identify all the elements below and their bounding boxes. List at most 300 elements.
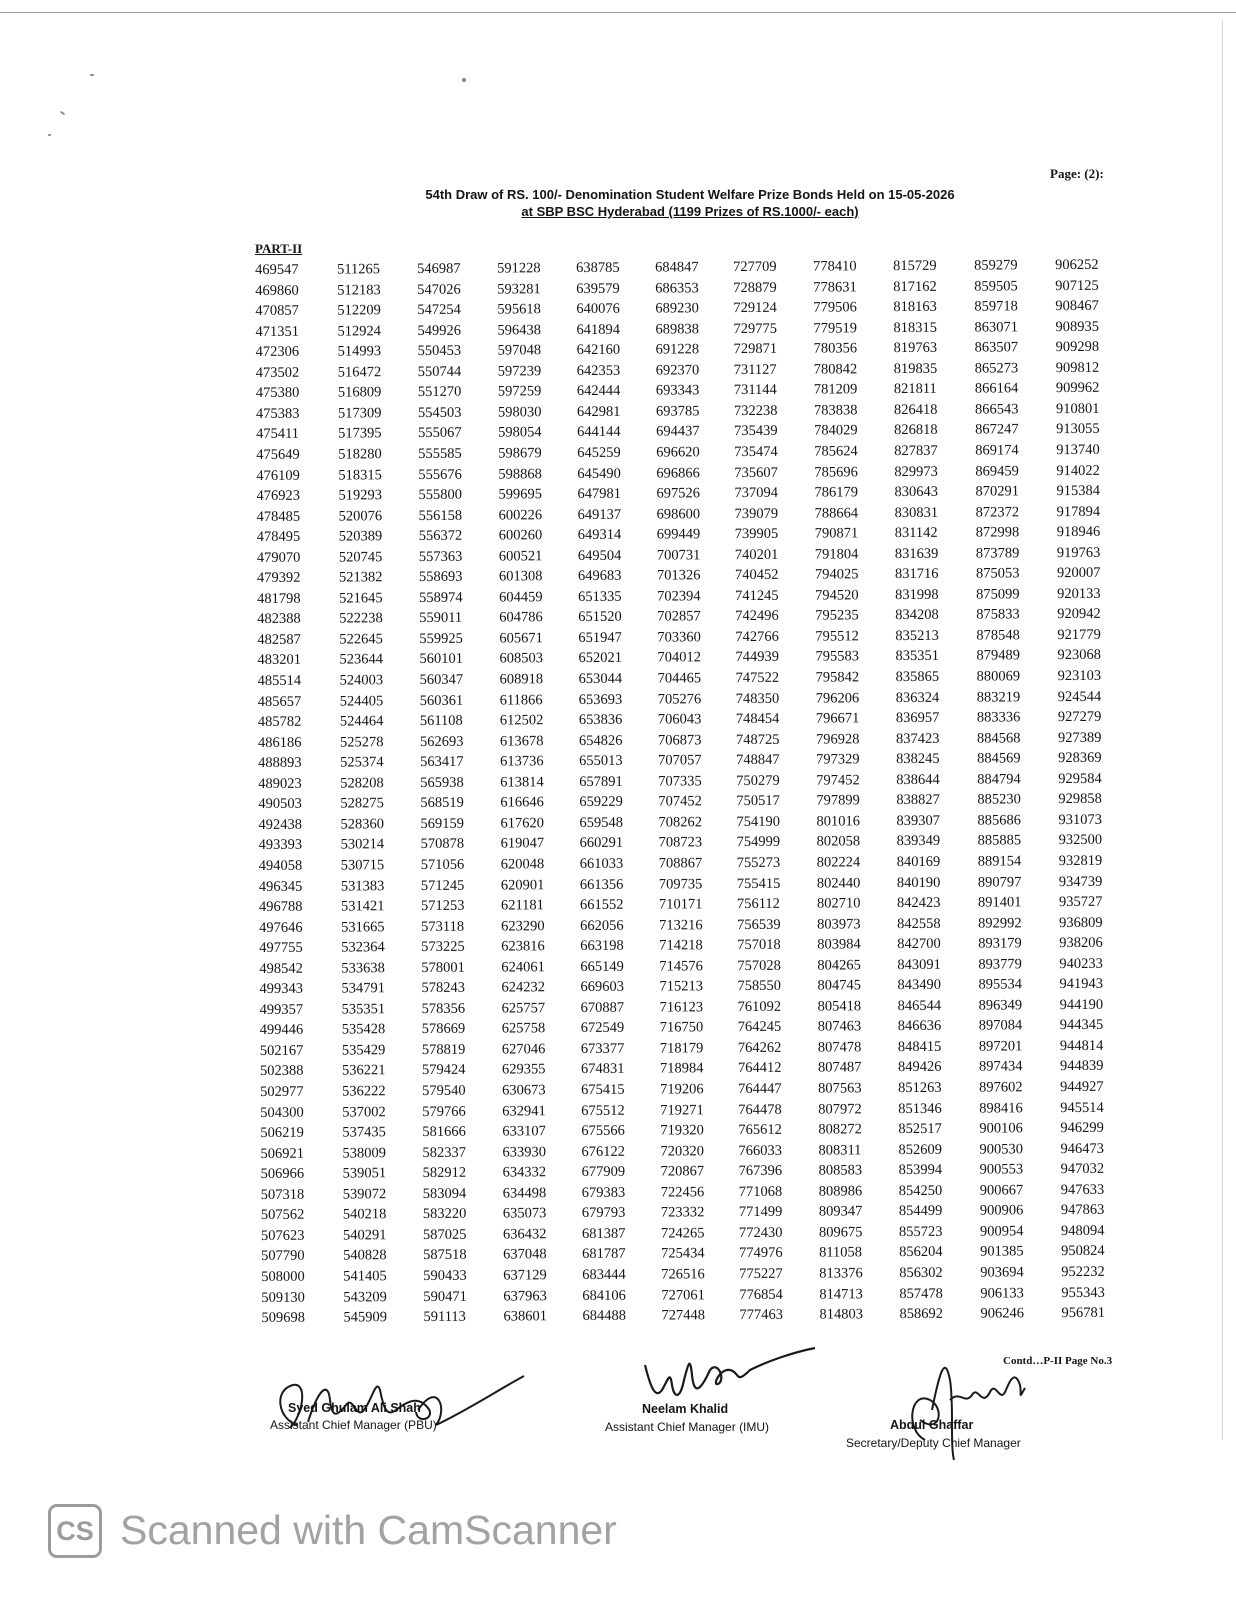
bond-number: 778410 bbox=[813, 258, 857, 275]
bond-number: 728879 bbox=[733, 279, 777, 296]
bond-number: 642353 bbox=[576, 362, 621, 379]
bond-number: 623816 bbox=[501, 938, 545, 955]
bond-number: 849426 bbox=[897, 1059, 942, 1076]
bond-number: 909298 bbox=[1055, 339, 1100, 356]
page-number: Page: (2): bbox=[1050, 166, 1104, 181]
bond-number: 517395 bbox=[338, 425, 382, 442]
bond-number: 578819 bbox=[421, 1041, 466, 1058]
bond-number: 579766 bbox=[422, 1103, 466, 1120]
bond-number: 807487 bbox=[817, 1059, 862, 1077]
bond-number: 867247 bbox=[975, 421, 1019, 438]
bond-number: 591228 bbox=[497, 260, 541, 277]
bond-number: 556372 bbox=[418, 527, 463, 545]
bond-number: 835213 bbox=[895, 627, 939, 644]
bond-number: 804265 bbox=[817, 957, 861, 974]
bond-number: 893179 bbox=[978, 935, 1022, 952]
bond-number: 540218 bbox=[342, 1206, 387, 1223]
signatory-1-role: Assistant Chief Manager (PBU) bbox=[270, 1418, 437, 1432]
bond-number: 748350 bbox=[735, 690, 780, 707]
bond-number: 478495 bbox=[256, 528, 301, 546]
bond-number: 665149 bbox=[580, 958, 624, 975]
bond-number: 698600 bbox=[656, 505, 701, 523]
bond-number: 638601 bbox=[503, 1308, 548, 1325]
bond-number: 535429 bbox=[341, 1042, 386, 1059]
bond-number: 636432 bbox=[502, 1226, 547, 1243]
bond-number: 818163 bbox=[893, 298, 937, 316]
signatory-3-name: Abdul Ghaffar bbox=[890, 1418, 974, 1432]
bond-number: 571253 bbox=[420, 897, 465, 915]
bond-number: 797329 bbox=[816, 751, 860, 768]
bond-number: 676122 bbox=[581, 1143, 626, 1160]
bond-number: 795512 bbox=[815, 628, 859, 645]
signature-block-2 bbox=[600, 1340, 840, 1450]
bond-number: 750517 bbox=[736, 793, 780, 810]
bond-number: 906246 bbox=[980, 1305, 1024, 1322]
signature-scribble-2 bbox=[600, 1340, 840, 1410]
bond-number: 595618 bbox=[497, 301, 541, 318]
bond-number: 744939 bbox=[735, 649, 779, 666]
bond-number: 878548 bbox=[976, 627, 1020, 644]
bond-number: 731144 bbox=[733, 382, 777, 399]
bond-number: 518280 bbox=[338, 446, 382, 463]
bond-number: 897084 bbox=[978, 1017, 1023, 1034]
bond-number: 582912 bbox=[422, 1164, 467, 1182]
bond-number: 598679 bbox=[498, 445, 542, 462]
bond-number: 895534 bbox=[978, 976, 1022, 993]
bond-number: 521645 bbox=[339, 590, 383, 607]
bond-number: 814803 bbox=[819, 1306, 864, 1323]
bond-number: 496788 bbox=[258, 898, 303, 916]
bond-number: 684847 bbox=[655, 259, 699, 276]
bond-number: 791804 bbox=[814, 546, 859, 563]
bond-number: 697526 bbox=[656, 485, 700, 502]
bond-number: 796206 bbox=[815, 689, 860, 707]
bond-number: 557363 bbox=[418, 548, 463, 565]
bond-number: 522645 bbox=[339, 631, 383, 648]
bond-number: 909962 bbox=[1055, 380, 1100, 397]
bond-number: 506966 bbox=[260, 1165, 305, 1183]
bond-number: 709735 bbox=[658, 875, 703, 893]
bond-number: 672549 bbox=[580, 1020, 625, 1037]
bond-number: 469860 bbox=[255, 282, 299, 299]
bond-number: 754190 bbox=[736, 813, 780, 830]
bond-number: 659229 bbox=[579, 794, 623, 811]
bond-number: 601308 bbox=[498, 568, 543, 585]
bond-number: 842700 bbox=[897, 935, 941, 953]
bond-number: 707057 bbox=[658, 752, 702, 769]
bond-number: 535428 bbox=[341, 1021, 386, 1038]
bond-number: 843490 bbox=[897, 977, 941, 994]
bond-number: 771068 bbox=[738, 1183, 783, 1200]
bond-number: 524405 bbox=[339, 692, 384, 710]
bond-number: 853994 bbox=[898, 1162, 943, 1179]
bond-number: 571056 bbox=[420, 856, 465, 873]
title-line-2: at SBP BSC Hyderabad (1199 Prizes of RS.1000/- each) bbox=[521, 204, 859, 219]
bond-number: 559925 bbox=[419, 630, 463, 647]
bond-number: 873789 bbox=[975, 545, 1020, 562]
bond-number: 813376 bbox=[819, 1265, 863, 1282]
bond-number: 681387 bbox=[581, 1225, 626, 1242]
bond-number: 642444 bbox=[576, 383, 621, 400]
bond-number: 476109 bbox=[256, 467, 300, 484]
bond-number: 479070 bbox=[256, 549, 301, 566]
bond-number: 918946 bbox=[1056, 523, 1101, 541]
bond-number: 907125 bbox=[1055, 277, 1099, 294]
bond-number: 578356 bbox=[421, 1000, 466, 1017]
bond-number: 757018 bbox=[737, 936, 781, 954]
bond-number: 842423 bbox=[896, 894, 941, 912]
bond-number: 920007 bbox=[1056, 565, 1101, 582]
bond-number: 509130 bbox=[261, 1289, 305, 1306]
bond-number: 765612 bbox=[738, 1121, 782, 1139]
bond-number: 875099 bbox=[976, 586, 1020, 603]
bond-number: 788664 bbox=[814, 504, 859, 522]
bond-number: 600260 bbox=[498, 527, 543, 544]
bond-number: 946473 bbox=[1060, 1140, 1104, 1157]
bond-number: 900530 bbox=[979, 1140, 1023, 1158]
bond-number: 523644 bbox=[339, 651, 383, 668]
bond-number: 900553 bbox=[979, 1161, 1024, 1178]
bond-number: 838245 bbox=[896, 751, 940, 768]
bond-number: 884568 bbox=[976, 729, 1021, 747]
bond-number: 719206 bbox=[660, 1081, 704, 1098]
bond-number: 635073 bbox=[502, 1205, 547, 1222]
bond-number: 794025 bbox=[814, 566, 859, 583]
bond-number: 701326 bbox=[656, 567, 701, 584]
bond-number: 931073 bbox=[1058, 811, 1102, 828]
bond-number: 509698 bbox=[261, 1309, 306, 1327]
bond-number: 519293 bbox=[338, 487, 382, 504]
bond-number: 516472 bbox=[337, 363, 382, 381]
bond-number: 795235 bbox=[815, 607, 859, 624]
bond-number: 532364 bbox=[341, 939, 385, 956]
bond-number: 908467 bbox=[1055, 297, 1099, 315]
bond-number: 840190 bbox=[896, 874, 941, 891]
bond-number: 913740 bbox=[1056, 441, 1100, 459]
bond-number: 795842 bbox=[815, 669, 860, 686]
bond-number: 837423 bbox=[895, 730, 940, 747]
bond-number: 620901 bbox=[500, 876, 545, 894]
bond-number: 525278 bbox=[339, 733, 384, 751]
bond-number: 836324 bbox=[895, 689, 940, 706]
bond-number: 581666 bbox=[422, 1123, 466, 1141]
bond-number: 596438 bbox=[497, 321, 541, 339]
bond-number: 780356 bbox=[813, 340, 858, 357]
bond-number: 662056 bbox=[580, 917, 624, 934]
bond-number: 633930 bbox=[502, 1143, 547, 1161]
signatory-2-role: Assistant Chief Manager (IMU) bbox=[605, 1420, 770, 1434]
bond-number: 929858 bbox=[1058, 791, 1102, 808]
bond-number: 771499 bbox=[738, 1204, 783, 1221]
bond-number: 725434 bbox=[661, 1245, 705, 1262]
bond-number: 856302 bbox=[899, 1264, 943, 1282]
bond-number: 856204 bbox=[899, 1244, 943, 1261]
bond-number: 826818 bbox=[894, 422, 938, 439]
bond-number: 531421 bbox=[340, 898, 385, 915]
bond-number: 528360 bbox=[340, 816, 384, 833]
bond-number: 920133 bbox=[1057, 585, 1101, 602]
bond-number: 948094 bbox=[1060, 1222, 1105, 1239]
bond-number: 852517 bbox=[898, 1120, 942, 1138]
bond-number: 516809 bbox=[337, 384, 382, 401]
bond-number: 624232 bbox=[501, 979, 545, 996]
bond-number: 875053 bbox=[975, 565, 1020, 582]
bond-number: 649683 bbox=[577, 568, 622, 585]
bond-number: 663198 bbox=[580, 937, 624, 955]
bond-number: 863507 bbox=[974, 339, 1019, 356]
bond-number: 839349 bbox=[896, 833, 941, 850]
bond-number: 578243 bbox=[421, 979, 465, 997]
bond-number: 858692 bbox=[899, 1305, 943, 1323]
bond-number: 633107 bbox=[502, 1123, 546, 1140]
bond-number: 807463 bbox=[817, 1018, 862, 1035]
camscanner-watermark bbox=[48, 1500, 668, 1560]
bond-number: 551270 bbox=[417, 384, 462, 401]
bond-number: 502167 bbox=[259, 1042, 304, 1059]
bond-number: 731127 bbox=[733, 361, 777, 378]
bond-number: 473502 bbox=[255, 364, 300, 381]
bond-number: 634498 bbox=[502, 1184, 547, 1202]
bond-number: 839307 bbox=[896, 812, 940, 829]
bond-number: 497646 bbox=[259, 919, 303, 936]
bond-number: 835865 bbox=[895, 668, 940, 686]
signature-block-3 bbox=[846, 1350, 1040, 1460]
bond-number: 482587 bbox=[257, 631, 301, 648]
bond-number: 859718 bbox=[974, 298, 1018, 315]
signatory-3-role: Secretary/Deputy Chief Manager bbox=[846, 1436, 1021, 1450]
bond-number: 472306 bbox=[255, 343, 300, 361]
bond-number: 704465 bbox=[657, 670, 702, 687]
bond-number: 883336 bbox=[976, 709, 1021, 726]
bond-number: 598030 bbox=[497, 404, 542, 421]
bond-number: 831716 bbox=[894, 566, 939, 583]
bond-number: 723332 bbox=[660, 1204, 705, 1221]
bond-number: 600521 bbox=[498, 547, 543, 565]
bond-number: 611866 bbox=[499, 691, 543, 709]
bond-number: 475411 bbox=[256, 426, 300, 443]
bond-number: 936809 bbox=[1059, 914, 1103, 931]
bond-number: 562693 bbox=[419, 733, 464, 750]
bond-number: 613736 bbox=[500, 753, 544, 770]
bond-number: 831639 bbox=[894, 545, 939, 562]
bond-number: 932500 bbox=[1058, 832, 1103, 849]
bond-number: 702857 bbox=[657, 608, 701, 625]
bond-number: 521382 bbox=[338, 569, 383, 586]
bond-number: 776854 bbox=[739, 1286, 783, 1303]
bond-number: 555585 bbox=[418, 445, 462, 462]
bond-number: 578669 bbox=[421, 1021, 466, 1038]
bond-number: 900954 bbox=[979, 1223, 1024, 1240]
bond-number: 835351 bbox=[895, 648, 939, 665]
bond-number: 897434 bbox=[978, 1058, 1023, 1076]
bond-number: 739905 bbox=[734, 525, 779, 543]
bond-number: 947863 bbox=[1060, 1202, 1105, 1219]
bond-number: 651947 bbox=[578, 629, 622, 646]
bond-number: 707335 bbox=[658, 773, 702, 790]
bond-number: 724265 bbox=[660, 1225, 705, 1242]
bond-number: 512183 bbox=[337, 281, 381, 299]
bond-number: 653693 bbox=[578, 691, 623, 708]
bond-number: 900906 bbox=[979, 1202, 1024, 1219]
bond-number: 535351 bbox=[341, 1001, 386, 1018]
bond-number: 511265 bbox=[337, 261, 381, 278]
bond-number: 842558 bbox=[897, 915, 941, 932]
bond-number: 639579 bbox=[576, 280, 620, 297]
bond-number: 910801 bbox=[1055, 400, 1100, 417]
bond-number: 815729 bbox=[893, 257, 937, 275]
bond-number: 956781 bbox=[1061, 1304, 1105, 1322]
bond-number: 729775 bbox=[733, 320, 777, 337]
bond-number: 470857 bbox=[255, 302, 299, 320]
bond-number: 843091 bbox=[897, 956, 941, 973]
bond-number: 549926 bbox=[417, 322, 461, 339]
bond-number: 528275 bbox=[340, 795, 384, 812]
bond-number: 797899 bbox=[816, 792, 860, 809]
bond-number: 913055 bbox=[1056, 421, 1100, 438]
bond-number: 764478 bbox=[738, 1101, 782, 1118]
bond-number: 660291 bbox=[579, 835, 624, 852]
bond-number: 640076 bbox=[576, 300, 620, 318]
part-label: PART-II bbox=[255, 241, 303, 256]
bond-number: 537002 bbox=[342, 1103, 386, 1121]
bond-number: 684106 bbox=[582, 1287, 626, 1304]
bond-number: 819835 bbox=[893, 360, 938, 377]
bond-number: 944814 bbox=[1059, 1037, 1104, 1054]
bond-number: 761092 bbox=[737, 998, 782, 1015]
bond-number: 748847 bbox=[736, 751, 780, 769]
bond-number: 797452 bbox=[816, 772, 860, 789]
bond-number: 875833 bbox=[976, 606, 1020, 623]
bond-number: 653044 bbox=[578, 670, 623, 688]
bond-number: 702394 bbox=[657, 588, 701, 605]
bond-number: 831998 bbox=[895, 586, 939, 603]
bond-number: 555676 bbox=[418, 466, 462, 483]
bond-number: 854499 bbox=[898, 1203, 943, 1220]
bond-number: 952232 bbox=[1061, 1263, 1105, 1281]
bond-number: 705276 bbox=[657, 690, 702, 708]
bond-number: 808311 bbox=[818, 1141, 862, 1159]
bond-number: 796671 bbox=[815, 710, 860, 727]
bond-number: 790871 bbox=[814, 525, 859, 542]
bond-number: 528208 bbox=[340, 774, 384, 792]
bond-number: 600226 bbox=[498, 506, 543, 524]
bond-number: 946299 bbox=[1060, 1119, 1104, 1137]
bond-number: 554503 bbox=[417, 404, 462, 421]
bond-number: 865273 bbox=[974, 360, 1019, 377]
bond-number: 706043 bbox=[657, 711, 702, 728]
bond-number: 722456 bbox=[660, 1184, 705, 1201]
bond-number: 677909 bbox=[581, 1163, 626, 1181]
bond-number: 604786 bbox=[499, 609, 543, 626]
bond-number: 896349 bbox=[978, 997, 1023, 1014]
bond-number: 740452 bbox=[734, 567, 779, 584]
bond-number: 475649 bbox=[256, 446, 300, 463]
bond-number: 679793 bbox=[581, 1205, 626, 1222]
bond-number: 785624 bbox=[814, 443, 858, 460]
bond-number: 579424 bbox=[421, 1062, 466, 1079]
bond-number: 934739 bbox=[1058, 873, 1103, 890]
bond-number: 522238 bbox=[339, 610, 383, 627]
bond-number: 774976 bbox=[739, 1245, 783, 1262]
bond-number: 838827 bbox=[896, 792, 940, 809]
bond-number: 846636 bbox=[897, 1018, 942, 1035]
bond-number: 530214 bbox=[340, 836, 385, 853]
bond-number: 872372 bbox=[975, 503, 1020, 521]
bond-number: 655013 bbox=[579, 752, 623, 770]
bond-number: 691228 bbox=[655, 341, 700, 358]
bond-number-grid bbox=[255, 255, 1142, 1340]
bond-number: 700731 bbox=[656, 546, 701, 564]
bond-number: 616646 bbox=[500, 794, 544, 811]
bond-number: 900667 bbox=[979, 1182, 1024, 1199]
bond-number: 784029 bbox=[814, 422, 858, 439]
bond-number: 807972 bbox=[818, 1100, 862, 1118]
bond-number: 689838 bbox=[655, 320, 699, 338]
document-title bbox=[380, 186, 1000, 220]
bond-number: 617620 bbox=[500, 815, 544, 832]
bond-number: 766033 bbox=[738, 1142, 782, 1159]
bond-number: 838644 bbox=[896, 771, 940, 788]
bond-number: 681787 bbox=[582, 1246, 626, 1263]
bond-number: 583094 bbox=[422, 1185, 467, 1202]
bond-number: 767396 bbox=[738, 1162, 783, 1180]
bond-number: 545909 bbox=[343, 1309, 388, 1326]
bond-number: 651335 bbox=[578, 588, 622, 605]
bond-number: 675512 bbox=[581, 1102, 625, 1119]
bond-number: 485657 bbox=[257, 693, 302, 710]
bond-number: 714576 bbox=[659, 957, 703, 975]
bond-number: 859505 bbox=[974, 277, 1018, 295]
bond-number: 620048 bbox=[500, 856, 545, 873]
bond-number: 536221 bbox=[341, 1062, 386, 1079]
bond-number: 485514 bbox=[257, 672, 302, 689]
bond-number: 597048 bbox=[497, 342, 542, 359]
bond-number: 950824 bbox=[1061, 1243, 1105, 1260]
bond-number: 866164 bbox=[974, 380, 1019, 397]
bond-number: 590471 bbox=[423, 1288, 467, 1305]
bond-number: 829973 bbox=[894, 463, 938, 480]
bond-number: 479392 bbox=[256, 569, 301, 587]
bond-number: 696620 bbox=[656, 444, 700, 461]
bond-number: 892992 bbox=[978, 914, 1022, 932]
bond-number: 634332 bbox=[502, 1164, 547, 1181]
bond-number: 866543 bbox=[974, 401, 1019, 418]
bond-number: 502977 bbox=[260, 1083, 304, 1100]
bond-number: 742496 bbox=[735, 608, 779, 625]
camscanner-logo-icon: CS bbox=[48, 1504, 102, 1558]
bond-number: 869459 bbox=[975, 462, 1019, 480]
bond-number: 742766 bbox=[735, 628, 779, 645]
bond-number: 508000 bbox=[261, 1268, 305, 1285]
bond-number: 570878 bbox=[420, 836, 465, 853]
bond-number: 478485 bbox=[256, 508, 301, 525]
bond-number: 604459 bbox=[499, 589, 543, 606]
bond-number: 590433 bbox=[423, 1267, 467, 1284]
bond-number: 706873 bbox=[657, 731, 702, 749]
bond-number: 637963 bbox=[503, 1287, 547, 1305]
bond-number: 884569 bbox=[977, 750, 1021, 767]
bond-number: 624061 bbox=[501, 958, 545, 976]
bond-number: 708262 bbox=[658, 814, 702, 831]
bond-number: 898416 bbox=[979, 1099, 1023, 1117]
bond-number: 900106 bbox=[979, 1120, 1023, 1137]
bond-number: 707452 bbox=[658, 793, 702, 810]
bond-number: 546987 bbox=[417, 260, 461, 278]
bond-number: 830643 bbox=[894, 483, 938, 501]
bond-number: 803984 bbox=[817, 936, 861, 953]
bond-number: 556158 bbox=[418, 507, 463, 524]
bond-number: 623290 bbox=[501, 917, 545, 935]
